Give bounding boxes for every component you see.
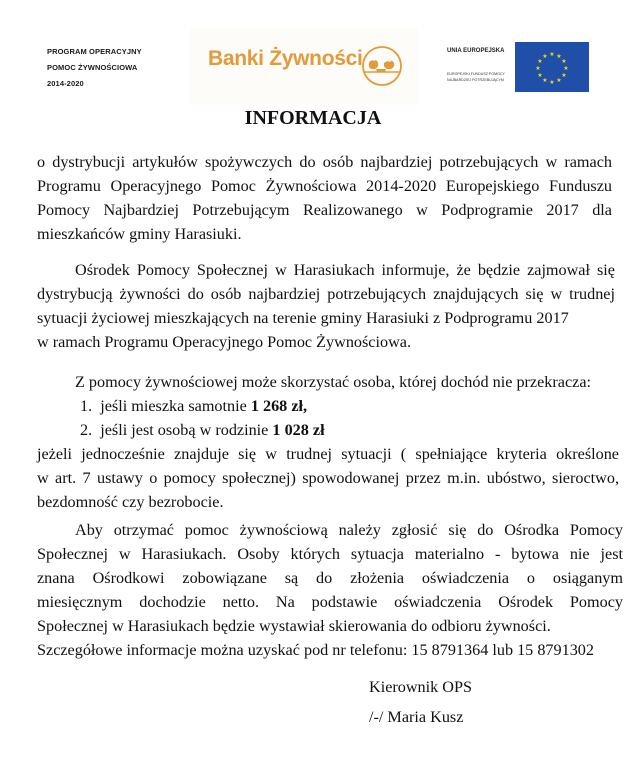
income-list-item (37, 418, 619, 442)
svg-text:★: ★ (556, 53, 562, 60)
text-line: w art. 7 ustawy o pomocy społecznej) spowodowanej przez m.in. ubóstwo, sieroctwo, (37, 469, 619, 487)
eu-flag-icon (515, 42, 589, 92)
ops-info-paragraph (37, 258, 615, 354)
income-amount: 1 028 zł (272, 421, 325, 439)
svg-text:★: ★ (549, 51, 555, 58)
text-line: Aby otrzymać pomoc żywnościową należy zgłosić się do Ośrodka Pomocy (75, 521, 623, 539)
list-text: jeśli jest osobą w rodzinie (100, 421, 273, 439)
program-line-2: POMOC ŻYWNOŚCIOWA (47, 63, 138, 72)
application-paragraph (37, 518, 623, 662)
list-text: jeśli mieszka samotnie (100, 397, 251, 415)
svg-text:★: ★ (561, 58, 567, 65)
text-line: Społecznej w Harasiukach będzie wystawiał skierowania do odbioru żywności. (37, 617, 551, 635)
eligibility-lead: Z pomocy żywnościowej może skorzystać osoba, której dochód nie przekracza: (75, 373, 592, 391)
text-line: bezdomność czy bezrobocie. (37, 493, 224, 511)
text-line: Programu Operacyjnego Pomoc Żywnościowa 2014-2020 Europejskiego Funduszu (37, 177, 612, 195)
svg-text:★: ★ (563, 65, 569, 72)
program-line-1: PROGRAM OPERACYJNY (47, 47, 142, 56)
svg-text:★: ★ (549, 79, 555, 86)
text-line: mieszkańców gminy Harasiuki. (37, 225, 242, 243)
text-line: Ośrodek Pomocy Społecznej w Harasiukach informuje, że będzie zajmował się (75, 261, 615, 279)
text-line: o dystrybucji artykułów spożywczych do osób najbardziej potrzebujących w ramach (37, 153, 612, 171)
eu-fund-line-1: EUROPEJSKI FUNDUSZ POMOCY (447, 72, 505, 76)
svg-text:★: ★ (556, 77, 562, 84)
text-line: dystrybucją żywności do osób najbardziej potrzebujących znajdujących się w trudnej (37, 285, 615, 303)
text-line: w ramach Programu Operacyjnego Pomoc Żywnościowa. (37, 333, 412, 351)
svg-text:★: ★ (542, 53, 548, 60)
income-list-item (37, 394, 619, 418)
signature-role: Kierownik OPS (369, 678, 472, 696)
text-line: miesięcznym dochodzie netto. Na podstawie oświadczenia Ośrodek Pomocy (37, 593, 623, 611)
text-line: Pomocy Najbardziej Potrzebującym Realizowanego w Podprogramie 2017 dla (37, 201, 612, 219)
eu-fund-label (447, 71, 505, 83)
food-bank-logo-text: Banki Żywności (208, 47, 363, 70)
svg-text:★: ★ (542, 77, 548, 84)
text-line: znana Ośrodkowi zobowiązane są do złożenia oświadczenia o osiąganym (37, 569, 623, 587)
text-line: sytuacji życiowej mieszkających na terenie gminy Harasiuki z Podprogramu 2017 (37, 309, 569, 327)
food-bank-birds-icon (360, 44, 404, 88)
svg-text:★: ★ (561, 72, 567, 79)
eu-fund-line-2: NAJBARDZIEJ POTRZEBUJĄCYM (447, 78, 504, 82)
text-line: jeżeli jednocześnie znajduje się w trudnej sytuacji ( spełniające kryteria określone (37, 445, 619, 463)
income-amount: 1 268 zł, (250, 397, 308, 415)
contact-phone-line: Szczegółowe informacje można uzyskać pod nr telefonu: 15 8791364 lub 15 8791302 (37, 641, 594, 659)
signature-block (369, 672, 472, 732)
eu-label: UNIA EUROPEJSKA (447, 48, 505, 54)
eligibility-paragraph (37, 370, 619, 514)
svg-text:★: ★ (537, 72, 543, 79)
signature-name: /-/ Maria Kusz (369, 708, 464, 726)
document-title: INFORMACJA (244, 107, 382, 129)
program-line-3: 2014-2020 (47, 79, 84, 88)
list-number: 1. (80, 397, 93, 415)
intro-paragraph (37, 150, 612, 246)
svg-text:★: ★ (535, 65, 541, 72)
text-line: Społecznej w Harasiukach. Osoby których sytuacja materialno - bytowa nie jest (37, 545, 623, 563)
program-header (47, 44, 142, 92)
list-number: 2. (80, 421, 93, 439)
svg-text:★: ★ (537, 58, 543, 65)
